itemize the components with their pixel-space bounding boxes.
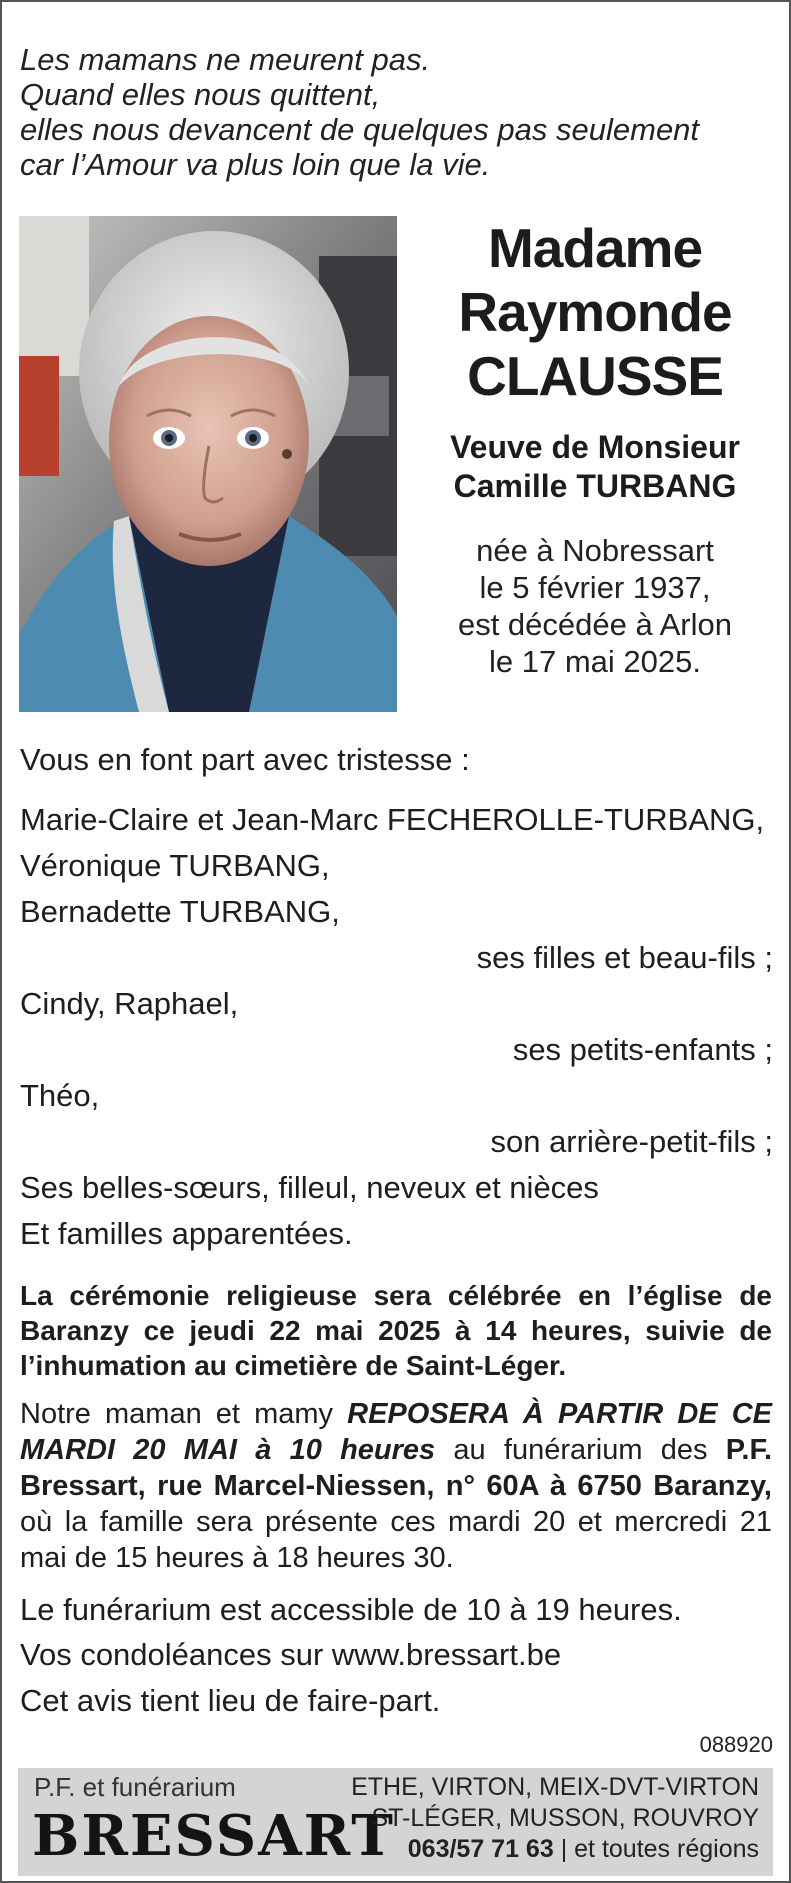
- viewing-date: REPOSERA À PARTIR DE CE MARDI 20 MAI à 10 heures: [20, 1398, 772, 1466]
- spouse-line: Camille TURBANG: [453, 468, 737, 504]
- family-relation: ses petits-enfants ;: [512, 1032, 773, 1067]
- funeral-home-logo: BRESSART: [32, 1803, 395, 1869]
- family-member: Ses belles-sœurs, filleul, neveux et nièces: [20, 1170, 599, 1205]
- poem-line: Les mamans ne meurent pas.: [20, 42, 431, 77]
- family-relation: ses filles et beau-fils ;: [476, 940, 773, 975]
- life-dates: [400, 532, 790, 680]
- location-line: ETHE, VIRTON, MEIX-DVT-VIRTON: [351, 1773, 759, 1801]
- family-relation: son arrière-petit-fils ;: [490, 1124, 773, 1159]
- deceased-identity: [400, 216, 790, 680]
- ceremony-text: La cérémonie religieuse sera célébrée en l’église de Baranzy ce jeudi 22 mai 2025 à 14 heures, suivie de l’inhumation au cimetière de Saint-Léger.: [20, 1280, 772, 1381]
- funerarium-hours: Le funérarium est accessible de 10 à 19 heures.: [20, 1592, 682, 1627]
- funeral-home-label: P.F. et funérarium: [34, 1772, 236, 1802]
- reference-number: 088920: [699, 1732, 773, 1757]
- deceased-first-name: Raymonde: [458, 281, 732, 343]
- opening-poem: [20, 42, 780, 182]
- contact-line: [351, 1834, 759, 1865]
- death-date: le 17 mai 2025.: [489, 644, 701, 679]
- family-member: Cindy, Raphael,: [20, 986, 239, 1021]
- ceremony-details: [20, 1278, 772, 1383]
- death-place: est décédée à Arlon: [457, 607, 733, 642]
- separator: |: [560, 1835, 568, 1863]
- spouse-line: Veuve de Monsieur: [450, 429, 740, 465]
- deceased-title: Madame: [487, 217, 703, 279]
- funeral-home-address: P.F. Bressart, rue Marcel-Niessen, n° 60A à 6750 Baranzy,: [20, 1434, 772, 1502]
- deceased-last-name: CLAUSSE: [467, 345, 723, 407]
- family-member: Bernadette TURBANG,: [20, 894, 340, 929]
- family-member: Véronique TURBANG,: [20, 848, 330, 883]
- poem-line: elles nous devancent de quelques pas seulement: [20, 112, 700, 147]
- regions-text: et toutes régions: [574, 1835, 759, 1863]
- family-member: Théo,: [20, 1078, 100, 1113]
- viewing-text: où la famille sera présente ces mardi 20 et mercredi 21 mai de 15 heures à 18 heures 30.: [20, 1506, 772, 1574]
- viewing-details: [20, 1396, 772, 1576]
- birth-date: le 5 février 1937,: [479, 570, 711, 605]
- notice-disclaimer: Cet avis tient lieu de faire-part.: [20, 1683, 441, 1718]
- poem-line: Quand elles nous quittent,: [20, 77, 381, 112]
- viewing-text: au funérarium des: [435, 1434, 726, 1466]
- poem-line: car l’Amour va plus loin que la vie.: [20, 147, 491, 182]
- funeral-home-banner: [18, 1768, 773, 1876]
- funeral-home-locations: [351, 1772, 759, 1865]
- family-member: Marie-Claire et Jean-Marc FECHEROLLE-TURBANG,: [20, 802, 765, 837]
- location-line: ST-LÉGER, MUSSON, ROUVROY: [371, 1804, 759, 1832]
- spouse-info: [400, 428, 790, 506]
- family-member: Et familles apparentées.: [20, 1216, 353, 1251]
- announcement-intro: Vous en font part avec tristesse :: [20, 742, 470, 777]
- deceased-portrait-photo: [19, 216, 397, 712]
- viewing-text: Notre maman et mamy: [20, 1398, 348, 1430]
- condolences-line: Vos condoléances sur www.bressart.be: [20, 1637, 562, 1672]
- birth-place: née à Nobressart: [476, 533, 714, 568]
- phone-number: 063/57 71 63: [407, 1835, 554, 1863]
